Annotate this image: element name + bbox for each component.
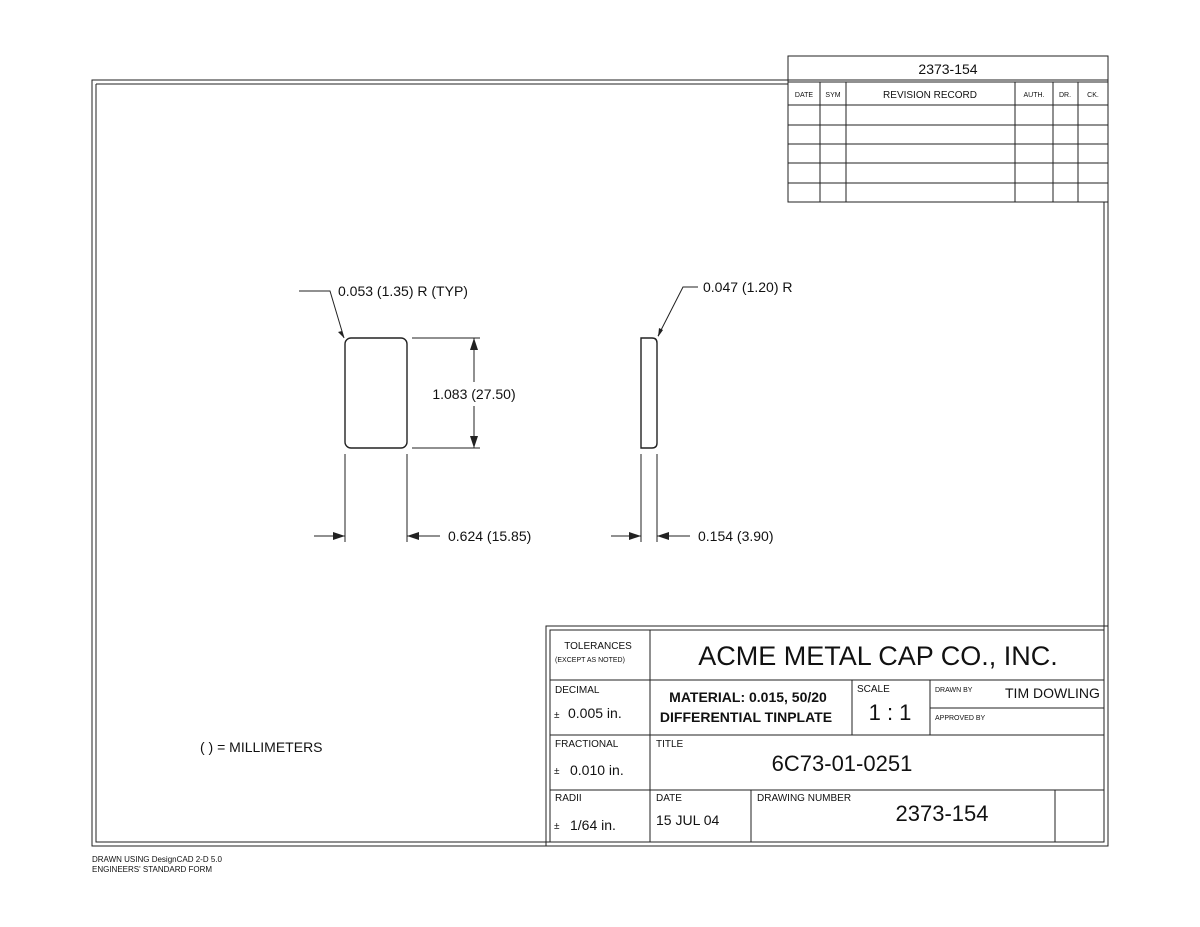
material-line-2: DIFFERENTIAL TINPLATE: [659, 709, 833, 725]
scale-value: 1 : 1: [868, 700, 912, 725]
decimal-value: 0.005 in.: [568, 705, 622, 721]
title-label: TITLE: [656, 739, 684, 750]
drawn-by-value: TIM DOWLING: [1005, 685, 1100, 701]
scale-label: SCALE: [857, 684, 890, 695]
fractional-label: FRACTIONAL: [555, 739, 619, 750]
fractional-plusminus: ±: [554, 766, 560, 777]
company-name: ACME METAL CAP CO., INC.: [698, 641, 1058, 671]
drawing-number-value: 2373-154: [895, 801, 989, 826]
tolerances-sublabel: (EXCEPT AS NOTED): [555, 657, 625, 664]
footer-line-2: ENGINEERS' STANDARD FORM: [92, 865, 213, 874]
rev-col-ck: CK.: [1087, 92, 1099, 99]
tolerances-label: TOLERANCES: [564, 641, 632, 652]
title-block: [546, 626, 1108, 846]
decimal-plusminus: ±: [554, 710, 560, 721]
revision-drawing-number: 2373-154: [918, 61, 978, 77]
fractional-value: 0.010 in.: [570, 762, 624, 778]
drawing-number-label: DRAWING NUMBER: [757, 793, 852, 804]
units-note: ( ) = MILLIMETERS: [200, 739, 323, 755]
approved-by-label: APPROVED BY: [935, 715, 986, 722]
radii-value: 1/64 in.: [570, 817, 616, 833]
part-side-view: [611, 279, 793, 544]
title-value: 6C73-01-0251: [771, 751, 913, 776]
material-line-1: MATERIAL: 0.015, 50/20: [669, 689, 827, 705]
radii-label: RADII: [555, 793, 582, 804]
rev-col-sym: SYM: [825, 92, 841, 99]
rev-col-auth: AUTH.: [1023, 92, 1045, 99]
dim-height: 1.083 (27.50): [432, 386, 516, 402]
rev-col-date: DATE: [794, 92, 814, 99]
rev-col-dr: DR.: [1058, 92, 1072, 99]
dim-width-large: 0.624 (15.85): [448, 528, 532, 544]
revision-block: [788, 56, 1108, 202]
radii-plusminus: ±: [554, 821, 560, 832]
footer-line-1: DRAWN USING DesignCAD 2-D 5.0: [92, 855, 222, 864]
drawn-by-label: DRAWN BY: [935, 687, 973, 694]
date-value: 15 JUL 04: [656, 812, 720, 828]
rev-col-revision-record: REVISION RECORD: [883, 90, 977, 101]
dim-width-small: 0.154 (3.90): [698, 528, 774, 544]
part-front-view: [299, 283, 531, 544]
dim-corner-radius-large: 0.053 (1.35) R (TYP): [338, 283, 468, 299]
date-label: DATE: [656, 793, 682, 804]
decimal-label: DECIMAL: [555, 685, 600, 696]
border-frame: [92, 80, 1108, 846]
dim-corner-radius-small: 0.047 (1.20) R: [703, 279, 793, 295]
